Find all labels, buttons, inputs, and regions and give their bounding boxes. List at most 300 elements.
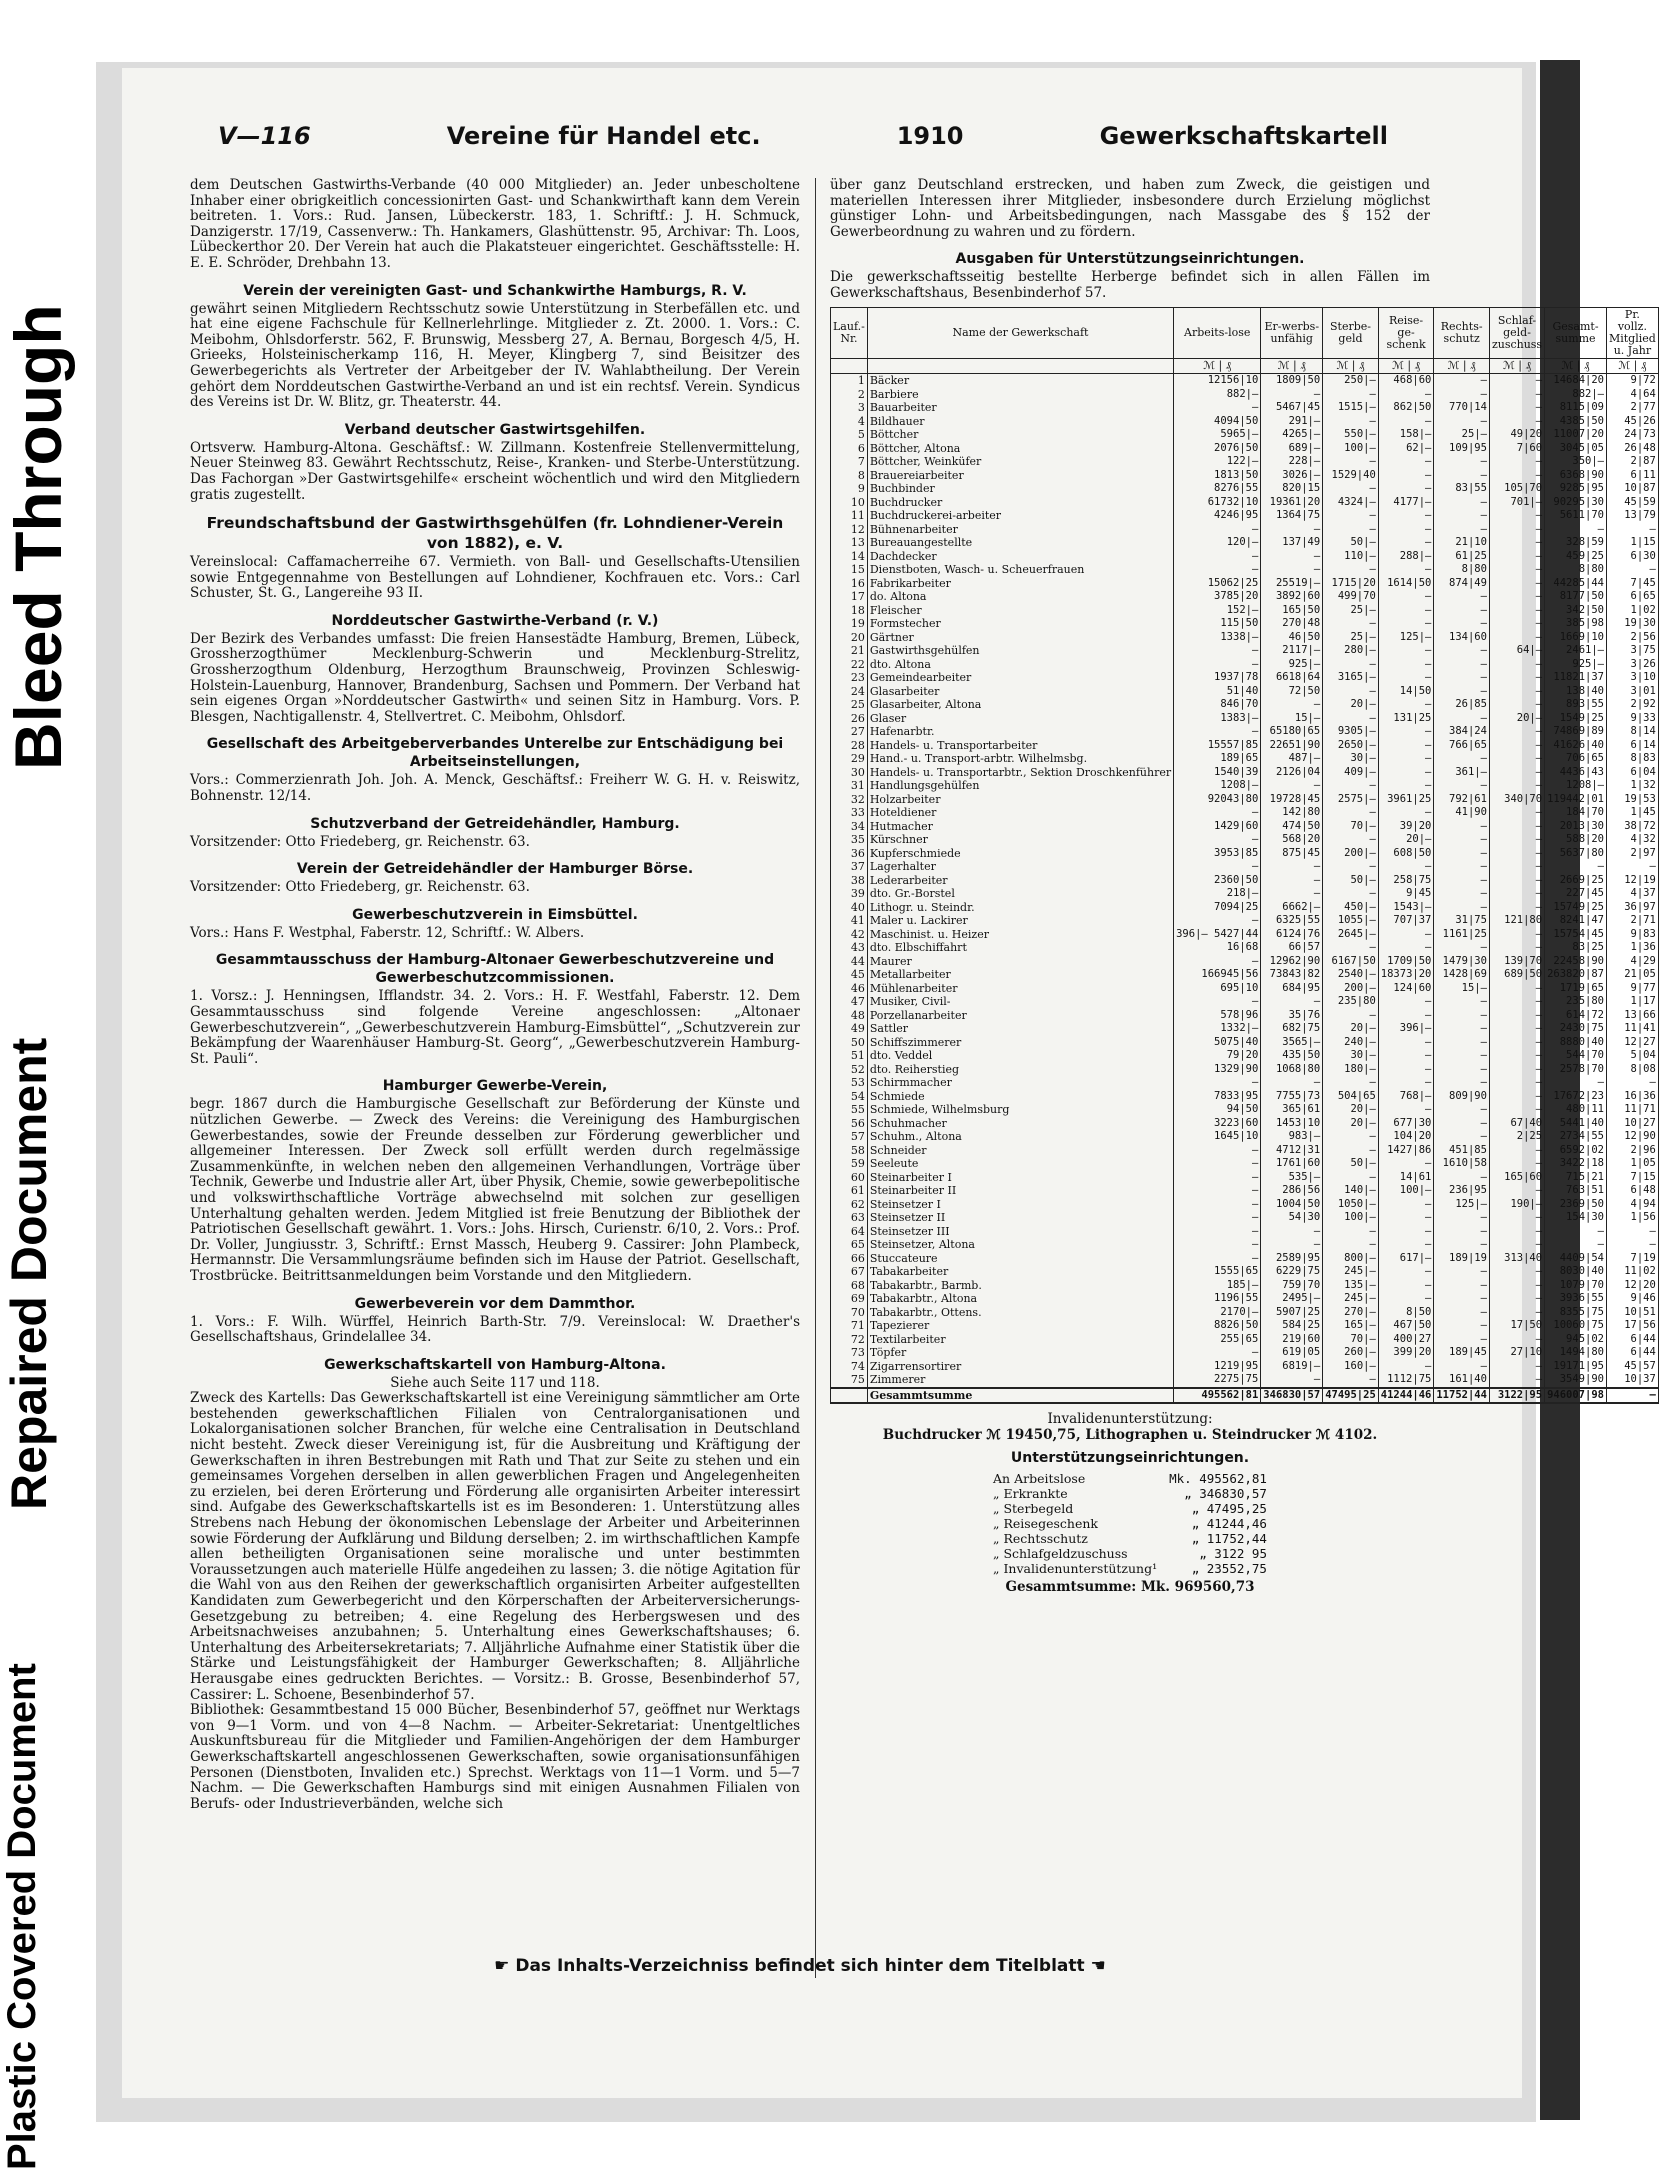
header-right-title: Gewerkschaftskartell <box>1099 122 1388 150</box>
table-cell: 49|20 <box>1489 428 1544 442</box>
table-unit-row <box>831 359 1659 374</box>
table-row <box>831 887 1659 901</box>
table-cell: — <box>1174 563 1261 577</box>
table-cell: — <box>1378 1225 1434 1239</box>
table-cell: — <box>1489 1225 1544 1239</box>
table-cell: 21|10 <box>1434 536 1490 550</box>
table-cell: Textilarbeiter <box>867 1333 1173 1347</box>
table-cell: 8|80 <box>1545 563 1607 577</box>
table-cell: 79|20 <box>1174 1049 1261 1063</box>
table-cell: — <box>1434 1238 1490 1252</box>
table-cell: — <box>1489 563 1544 577</box>
table-cell: Steinarbeiter I <box>867 1171 1173 1185</box>
table-cell: 706|65 <box>1545 752 1607 766</box>
table-cell: 115|50 <box>1174 617 1261 631</box>
table-cell: — <box>1261 523 1323 537</box>
table-cell: — <box>1174 401 1261 415</box>
table-cell: 45|57 <box>1606 1360 1658 1374</box>
table-cell: 8826|50 <box>1174 1319 1261 1333</box>
table-cell: 1549|25 <box>1545 712 1607 726</box>
table-cell: — <box>1174 1346 1261 1360</box>
table-cell: Buchbinder <box>867 482 1173 496</box>
table-cell: Barbiere <box>867 388 1173 402</box>
table-cell: 766|65 <box>1434 739 1490 753</box>
section-heading: Hamburger Gewerbe-Verein, <box>382 1078 608 1095</box>
table-row <box>831 631 1659 645</box>
table-cell: — <box>1261 860 1323 874</box>
table-cell: 328|59 <box>1545 536 1607 550</box>
table-cell: 288|— <box>1378 550 1434 564</box>
table-cell: 8|08 <box>1606 1063 1658 1077</box>
table-cell: 846|70 <box>1174 698 1261 712</box>
table-cell: 49 <box>831 1022 868 1036</box>
table-cell: 45|26 <box>1606 415 1658 429</box>
table-cell: 8276|55 <box>1174 482 1261 496</box>
paragraph: Der Bezirk des Verbandes umfasst: Die freien Hansestädte Hamburg, Bremen, Lübeck, Grossherzogthümer Mecklenburg-Schwerin und Mecklenburg-Strelitz, Grossherzogthum Oldenburg, Herzogthum Braunschweig, Provinzen Schleswig-Holstein-Lauenburg, Hannover, Brandenburg, Sachsen und Pommern. Der Verband hat sein eigenes Organ »Norddeutscher Gastwirth« und seinen Sitz in Hamburg. Vors. P. Blesgen, Nachtigallenstr. 4, Stellvertret. C. Meibohm, Ohlsdorf. <box>190 630 800 725</box>
table-cell: — <box>1434 712 1490 726</box>
table-cell: Bühnenarbeiter <box>867 523 1173 537</box>
table-row <box>831 820 1659 834</box>
table-row <box>831 1117 1659 1131</box>
table-cell: Schiffszimmerer <box>867 1036 1173 1050</box>
table-row <box>831 1130 1659 1144</box>
table-cell: 5637|80 <box>1545 847 1607 861</box>
table-row <box>831 1346 1659 1360</box>
table-cell: 5611|70 <box>1545 509 1607 523</box>
section-heading: Gewerkschaftskartell von Hamburg-Altona. <box>324 1356 666 1373</box>
table-cell: 2645|— <box>1323 928 1379 942</box>
table-cell: — <box>1489 523 1544 537</box>
table-cell: — <box>1434 469 1490 483</box>
table-cell: dto. Gr.-Borstel <box>867 887 1173 901</box>
table-cell: 715|21 <box>1545 1171 1607 1185</box>
table-cell: 41626|40 <box>1545 739 1607 753</box>
table-cell: — <box>1434 1049 1490 1063</box>
table-cell: — <box>1174 1184 1261 1198</box>
table-cell: 9|33 <box>1606 712 1658 726</box>
table-cell: — <box>1378 1198 1434 1212</box>
column-header: Arbeits-lose <box>1174 308 1261 359</box>
table-cell: 21 <box>831 644 868 658</box>
table-cell: 5|04 <box>1606 1049 1658 1063</box>
table-cell: 32 <box>831 793 868 807</box>
table-cell: 2575|— <box>1323 793 1379 807</box>
summary-row <box>987 1546 1273 1561</box>
table-cell: 8|50 <box>1378 1306 1434 1320</box>
table-cell: 6|04 <box>1606 766 1658 780</box>
table-cell: 51 <box>831 1049 868 1063</box>
table-cell: 3549|90 <box>1545 1373 1607 1388</box>
left-column <box>190 178 800 1988</box>
table-row <box>831 1198 1659 1212</box>
table-row <box>831 590 1659 604</box>
table-cell: — <box>1378 995 1434 1009</box>
table-cell: Bauarbeiter <box>867 401 1173 415</box>
table-row <box>831 509 1659 523</box>
table-cell: 180|— <box>1323 1063 1379 1077</box>
table-cell: 1529|40 <box>1323 469 1379 483</box>
table-cell: 15557|85 <box>1174 739 1261 753</box>
table-cell: 13|79 <box>1606 509 1658 523</box>
table-cell: 759|70 <box>1261 1279 1323 1293</box>
table-cell: Buchdruckerei-arbeiter <box>867 509 1173 523</box>
summary-row <box>987 1501 1273 1516</box>
table-cell: 4|29 <box>1606 955 1658 969</box>
right-column <box>830 177 1656 1988</box>
table-cell: 131|25 <box>1378 712 1434 726</box>
table-cell: 52 <box>831 1063 868 1077</box>
table-cell: — <box>1323 887 1379 901</box>
table-cell: 12|19 <box>1606 874 1658 888</box>
table-cell: 51|40 <box>1174 685 1261 699</box>
table-cell: 9285|95 <box>1545 482 1607 496</box>
table-cell: 160|— <box>1323 1360 1379 1374</box>
summary-row <box>987 1471 1273 1486</box>
table-cell: 4265|— <box>1261 428 1323 442</box>
table-cell: — <box>1378 617 1434 631</box>
table-cell: 27|10 <box>1489 1346 1544 1360</box>
table-cell: 4385|50 <box>1545 415 1607 429</box>
table-cell: 20|— <box>1323 1103 1379 1117</box>
table-cell: 1614|50 <box>1378 577 1434 591</box>
table-cell: 33 <box>831 806 868 820</box>
table-row <box>831 455 1659 469</box>
table-cell: 19728|45 <box>1261 793 1323 807</box>
table-cell: 2|92 <box>1606 698 1658 712</box>
table-cell: — <box>1174 725 1261 739</box>
table-cell: 17 <box>831 590 868 604</box>
table-row <box>831 1238 1659 1252</box>
unit-label: ℳ | ₰ <box>1378 359 1434 374</box>
table-cell: — <box>1434 496 1490 510</box>
table-cell: 20|— <box>1323 1022 1379 1036</box>
table-cell: — <box>1261 698 1323 712</box>
table-cell: 4436|43 <box>1545 766 1607 780</box>
table-cell: Schirmmacher <box>867 1076 1173 1090</box>
table-cell: Gesammtsumme <box>867 1388 1173 1404</box>
table-row <box>831 914 1659 928</box>
table-cell: — <box>1174 806 1261 820</box>
table-cell: 1555|65 <box>1174 1265 1261 1279</box>
paragraph: Zweck des Kartells: Das Gewerkschaftskartell ist eine Vereinigung sämmtlicher am Orte bestehenden gewerkschaftlichen Filialen von Centralorganisationen und Lokalorganisationen solcher Branchen, für welche eine Centralisation in Deutschland nicht besteht. Zweck dieser Vereinigung ist, für die Ausbreitung und Kräftigung der Gewerkschaften in ihren Bestrebungen mit Rath und That zur Seite zu stehen und ein gemeinsames Vorgehen derselben in allen gewerblichen Fragen und Angelegenheiten zu erzielen, bei deren Erörterung und Förderung alle organisirten Arbeiter interessirt sind. Aufgabe des Gewerkschaftskartells ist es im Besonderen: 1. Unterstützung alles Strebens nach Hebung der ökonomischen Lebenslage der Arbeiter und Arbeiterinnen sowie Förderung der Aufklärung und Bildung derselben; 2. im wirthschaftlichen Kampfe allen betheiligten Organisationen seine moralische und unter bestimmten Voraussetzungen auch materielle Hülfe angedeihen zu lassen; 3. die nötige Agitation für die Wahl von aus den Reihen der gewerkschaftlich organisirten Arbeiter aufgestellten Kandidaten zum Gewerbegericht und den Körperschaften der Arbeiterversicherungs-Gesetzgebung zu betreiben; 4. eine Regelung des Herbergswesen und des Arbeitsnachweises anzubahnen; 5. Unterhaltung eines Gewerkschaftshauses; 6. Unterhaltung des Arbeitersekretariats; 7. Alljährliche Aufnahme einer Statistik über die Stärke und Leistungsfähigkeit der Hamburger Gewerkschaften; 8. Alljährliche Herausgabe eines gedruckten Berichtes. — Vorsitz.: B. Grosse, Besenbinderhof 57, Cassirer: L. Schoene, Besenbinderhof 57. <box>190 1390 800 1703</box>
table-cell: 3422|18 <box>1545 1157 1607 1171</box>
table-cell: — <box>1323 1076 1379 1090</box>
table-cell: Hutmacher <box>867 820 1173 834</box>
table-cell: 2|25 <box>1489 1130 1544 1144</box>
table-cell: 15754|45 <box>1545 928 1607 942</box>
table-cell: — <box>1489 604 1544 618</box>
table-cell: — <box>1489 1238 1544 1252</box>
table-cell: 6|11 <box>1606 469 1658 483</box>
table-cell: — <box>1434 1130 1490 1144</box>
table-cell: 11|02 <box>1606 1265 1658 1279</box>
table-cell: 400|27 <box>1378 1333 1434 1347</box>
table-cell: — <box>1323 455 1379 469</box>
table-cell: Sattler <box>867 1022 1173 1036</box>
table-cell: 2589|95 <box>1261 1252 1323 1266</box>
table-cell: — <box>1489 725 1544 739</box>
table-cell: — <box>1489 1360 1544 1374</box>
table-cell: 14684|20 <box>1545 374 1607 388</box>
table-cell: 1669|10 <box>1545 631 1607 645</box>
table-cell: 409|— <box>1323 766 1379 780</box>
table-cell: 83|25 <box>1545 941 1607 955</box>
table-cell: — <box>1174 833 1261 847</box>
column-header: Schlaf-geld-zuschuss <box>1489 308 1544 359</box>
table-cell: 59 <box>831 1157 868 1171</box>
table-row <box>831 941 1659 955</box>
table-cell: — <box>1434 1171 1490 1185</box>
table-row <box>831 1333 1659 1347</box>
table-cell: 6325|55 <box>1261 914 1323 928</box>
table-cell: 36 <box>831 847 868 861</box>
summary-row <box>987 1561 1273 1576</box>
summary-row <box>987 1516 1273 1531</box>
table-cell: 1610|58 <box>1434 1157 1490 1171</box>
table-cell: — <box>1545 1076 1607 1090</box>
table-cell: 435|50 <box>1261 1049 1323 1063</box>
table-cell: 6|44 <box>1606 1333 1658 1347</box>
summary-label: „ Invalidenunterstützung¹ <box>993 1560 1158 1576</box>
table-cell: 474|50 <box>1261 820 1323 834</box>
table-cell: 925|— <box>1261 658 1323 672</box>
table-cell: 39|20 <box>1378 820 1434 834</box>
table-cell: — <box>1489 1292 1544 1306</box>
table-row <box>831 766 1659 780</box>
table-row <box>831 1049 1659 1063</box>
table-row <box>831 1009 1659 1023</box>
table-cell: — <box>1378 1265 1434 1279</box>
table-row <box>831 833 1659 847</box>
table-cell <box>831 1388 868 1404</box>
table-cell: 2|87 <box>1606 455 1658 469</box>
table-cell: Böttcher <box>867 428 1173 442</box>
table-cell: 44 <box>831 955 868 969</box>
table-cell: — <box>1323 860 1379 874</box>
table-cell: 90295|30 <box>1545 496 1607 510</box>
table-cell: 22 <box>831 658 868 672</box>
table-row <box>831 1076 1659 1090</box>
table-cell: 16|36 <box>1606 1090 1658 1104</box>
table-cell: — <box>1261 874 1323 888</box>
table-cell: 3045|05 <box>1545 442 1607 456</box>
table-cell: Töpfer <box>867 1346 1173 1360</box>
table-cell: 43 <box>831 941 868 955</box>
table-row <box>831 428 1659 442</box>
table-cell: Glasarbeiter <box>867 685 1173 699</box>
table-row <box>831 442 1659 456</box>
table-cell: 1715|20 <box>1323 577 1379 591</box>
table-cell: 57 <box>831 1130 868 1144</box>
table-cell: 882|— <box>1545 388 1607 402</box>
table-cell: 83|55 <box>1434 482 1490 496</box>
paragraph: dem Deutschen Gastwirths-Verbande (40 000 Mitglieder) an. Jeder unbescholtene Inhaber einer obrigkeitlich concessionirten Gast- und Schankwirthaft kann dem Verein beitreten. 1. Vors.: Rud. Jansen, Lübeckerstr. 183, 1. Schriftf.: J. H. Schmuck, Danzigerstr. 17/19, Cassenverw.: Th. Hankamers, Glashüttenstr. 95, Archivar: Th. Loos, Lübeckerthor 20. Der Verein hat auch die Plakatsteuer eingerichtet. Geschäftsstelle: H. E. E. Schröder, Drehbahn 13. <box>190 177 800 271</box>
table-row <box>831 698 1659 712</box>
table-cell: — <box>1489 833 1544 847</box>
table-cell: — <box>1489 1022 1544 1036</box>
table-cell: — <box>1489 631 1544 645</box>
table-cell: 64|— <box>1489 644 1544 658</box>
total-row <box>831 1388 1659 1404</box>
table-cell: Bäcker <box>867 374 1173 388</box>
table-row <box>831 1211 1659 1225</box>
table-cell: 53 <box>831 1076 868 1090</box>
table-cell: Gastwirthsgehülfen <box>867 644 1173 658</box>
table-cell: 451|85 <box>1434 1144 1490 1158</box>
table-cell: — <box>1174 1171 1261 1185</box>
table-cell: — <box>1489 658 1544 672</box>
table-cell: 270|48 <box>1261 617 1323 631</box>
table-row <box>831 1319 1659 1333</box>
table-cell: 1813|50 <box>1174 469 1261 483</box>
table-cell: 44285|44 <box>1545 577 1607 591</box>
paragraph: Ortsverw. Hamburg-Altona. Geschäftsf.: W. Zillmann. Kostenfreie Stellenvermittelung, Neuer Steinweg 83. Gewährt Rechtsschutz, Reise-, Kranken- und Sterbe-Unterstützung. Das Fachorgan »Der Gastwirtsgehilfe« erscheint wöchentlich und wird den Mitgliedern gratis zugestellt. <box>190 439 800 503</box>
table-row <box>831 1036 1659 1050</box>
table-cell: — <box>1434 1319 1490 1333</box>
table-cell: 39 <box>831 887 868 901</box>
table-cell: 10 <box>831 496 868 510</box>
section-heading: Verein der Getreidehändler der Hamburger Börse. <box>296 861 694 878</box>
unit-label: ℳ | ₰ <box>1545 359 1607 374</box>
table-cell: 14|50 <box>1378 685 1434 699</box>
table-cell: 2669|25 <box>1545 874 1607 888</box>
table-cell: — <box>1323 941 1379 955</box>
table-cell: — <box>1378 1049 1434 1063</box>
table-cell: 1937|78 <box>1174 671 1261 685</box>
table-cell: 135|— <box>1323 1279 1379 1293</box>
table-cell: 235|80 <box>1545 995 1607 1009</box>
table-row <box>831 725 1659 739</box>
unit-label: ℳ | ₰ <box>1261 359 1323 374</box>
label-bleed-through: Bleed Through <box>1 304 75 770</box>
table-cell: — <box>1434 779 1490 793</box>
table-cell: 61 <box>831 1184 868 1198</box>
table-cell: — <box>1378 1292 1434 1306</box>
table-cell: 6618|64 <box>1261 671 1323 685</box>
section-heading: Ausgaben für Unterstützungseinrichtungen. <box>955 251 1305 268</box>
table-cell: — <box>1606 563 1658 577</box>
table-cell: 2430|75 <box>1545 1022 1607 1036</box>
table-cell: — <box>1261 388 1323 402</box>
table-cell: — <box>1378 671 1434 685</box>
table-cell: — <box>1378 766 1434 780</box>
table-cell: 2126|04 <box>1261 766 1323 780</box>
table-row <box>831 1144 1659 1158</box>
table-cell: — <box>1489 1279 1544 1293</box>
table-cell: 617|— <box>1378 1252 1434 1266</box>
table-cell: 46 <box>831 982 868 996</box>
table-row <box>831 1090 1659 1104</box>
table-row <box>831 617 1659 631</box>
grand-total: Gesammtsumme: Mk. 969560,73 <box>1005 1578 1255 1595</box>
table-cell: 1|17 <box>1606 995 1658 1009</box>
table-cell: — <box>1489 1211 1544 1225</box>
table-cell: 6|48 <box>1606 1184 1658 1198</box>
table-cell: 5467|45 <box>1261 401 1323 415</box>
table-cell: 74 <box>831 1360 868 1374</box>
table-cell: 8177|50 <box>1545 590 1607 604</box>
table-cell: 2 <box>831 388 868 402</box>
table-cell: 707|37 <box>1378 914 1434 928</box>
table-cell: 6167|50 <box>1323 955 1379 969</box>
table-cell: — <box>1489 1157 1544 1171</box>
table-cell: 62 <box>831 1198 868 1212</box>
table-cell: 12 <box>831 523 868 537</box>
table-cell: 800|— <box>1323 1252 1379 1266</box>
table-row <box>831 374 1659 388</box>
table-cell: 1494|80 <box>1545 1346 1607 1360</box>
table-cell: 16|68 <box>1174 941 1261 955</box>
table-cell: 67|40 <box>1489 1117 1544 1131</box>
footer-note: ☛ Das Inhalts-Verzeichniss befindet sich hinter dem Titelblatt ☚ <box>494 1956 1106 1976</box>
table-cell: 119442|01 <box>1545 793 1607 807</box>
table-cell: 893|55 <box>1545 698 1607 712</box>
table-cell: — <box>1489 901 1544 915</box>
table-cell: 100|— <box>1378 1184 1434 1198</box>
table-cell: — <box>1434 1360 1490 1374</box>
table-row <box>831 550 1659 564</box>
table-cell: 73 <box>831 1346 868 1360</box>
table-cell: 8241|47 <box>1545 914 1607 928</box>
table-cell: — <box>1489 577 1544 591</box>
table-cell: 763|51 <box>1545 1184 1607 1198</box>
table-row <box>831 901 1659 915</box>
table-cell: 11752|44 <box>1434 1388 1490 1404</box>
table-cell: 6592|02 <box>1545 1144 1607 1158</box>
table-cell: 499|70 <box>1323 590 1379 604</box>
table-cell: 15749|25 <box>1545 901 1607 915</box>
table-cell: — <box>1434 833 1490 847</box>
table-cell: 100|— <box>1323 442 1379 456</box>
table-cell: — <box>1489 536 1544 550</box>
table-cell: Hoteldiener <box>867 806 1173 820</box>
table-cell: — <box>1489 1009 1544 1023</box>
table-cell: 55 <box>831 1103 868 1117</box>
table-cell: 56 <box>831 1117 868 1131</box>
table-cell: 2734|55 <box>1545 1130 1607 1144</box>
table-cell: 25 <box>831 698 868 712</box>
table-cell: 54|30 <box>1261 1211 1323 1225</box>
table-cell: 2540|— <box>1323 968 1379 982</box>
table-cell: 24|73 <box>1606 428 1658 442</box>
table-cell: 184|70 <box>1545 806 1607 820</box>
summary-value: „ 23552,75 <box>1191 1560 1267 1576</box>
side-labels <box>0 270 75 2170</box>
table-cell: — <box>1323 833 1379 847</box>
table-cell: Bureauangestellte <box>867 536 1173 550</box>
unit-label: ℳ | ₰ <box>1489 359 1544 374</box>
table-cell: — <box>1489 590 1544 604</box>
table-cell: 13|66 <box>1606 1009 1658 1023</box>
table-cell: — <box>1323 1225 1379 1239</box>
table-cell: 19 <box>831 617 868 631</box>
table-cell: 71 <box>831 1319 868 1333</box>
table-cell: 28 <box>831 739 868 753</box>
table-cell: 677|30 <box>1378 1117 1434 1131</box>
table-cell: 365|61 <box>1261 1103 1323 1117</box>
column-header: Sterbe-geld <box>1323 308 1379 359</box>
table-cell: 30|— <box>1323 752 1379 766</box>
table-cell: 26|48 <box>1606 442 1658 456</box>
table-cell: — <box>1174 995 1261 1009</box>
table-cell: 342|50 <box>1545 604 1607 618</box>
paragraph: Vereinslocal: Caffamacherreihe 67. Vermieth. von Ball- und Gesellschafts-Utensilien sowie Entgegennahme von Bestellungen auf Lohndiener, Kochfrauen etc. Vors.: Carl Schuster, St. G., Langereihe 93 II. <box>190 554 800 602</box>
table-cell: Steinsetzer II <box>867 1211 1173 1225</box>
table-cell: 19361|20 <box>1261 496 1323 510</box>
table-cell: 2|56 <box>1606 631 1658 645</box>
table-row <box>831 671 1659 685</box>
table-cell: Handlungsgehülfen <box>867 779 1173 793</box>
